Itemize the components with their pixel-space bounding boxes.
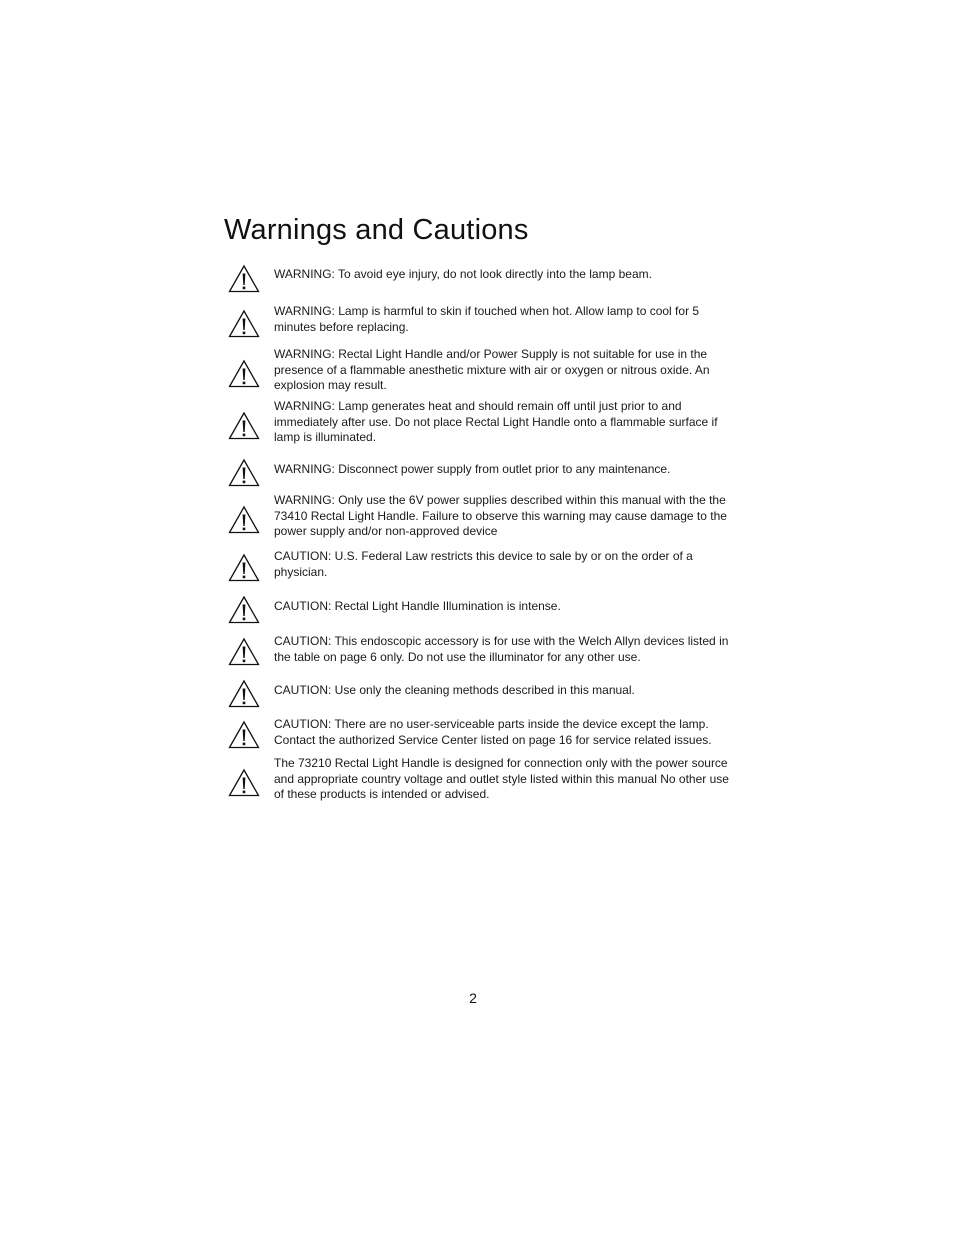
notice-text: WARNING: Lamp is harmful to skin if touched when hot. Allow lamp to cool for 5 minutes before replacing. <box>274 304 700 334</box>
notice-text: WARNING: Disconnect power supply from outlet prior to any maintenance. <box>274 462 671 476</box>
notice-text: CAUTION: U.S. Federal Law restricts this device to sale by or on the order of a physician. <box>274 549 693 579</box>
notice-text: WARNING: Only use the 6V power supplies described within this manual with the the 73410 Rectal Light Handle. Failure to observe this warning may cause damage to the power supply and/or non-approved device <box>274 493 727 539</box>
page-number: 2 <box>469 990 477 1006</box>
warning-triangle-icon <box>228 637 260 666</box>
warning-triangle-icon <box>228 595 260 624</box>
warning-triangle-icon <box>228 679 260 708</box>
notice-text: CAUTION: Use only the cleaning methods described in this manual. <box>274 683 635 697</box>
warning-triangle-icon <box>228 553 260 582</box>
warning-triangle-icon <box>228 768 260 797</box>
page-title: Warnings and Cautions <box>224 214 529 246</box>
warning-triangle-icon <box>228 359 260 388</box>
notice-text: The 73210 Rectal Light Handle is designed for connection only with the power source and appropriate country voltage and outlet style listed within this manual No other use of these products is intended or advised. <box>274 756 729 802</box>
notice-text: WARNING: Lamp generates heat and should remain off until just prior to and immediately after use. Do not place Rectal Light Handle onto a flammable surface if lamp is illuminated. <box>274 399 718 445</box>
notice-text: WARNING: Rectal Light Handle and/or Power Supply is not suitable for use in the presence of a flammable anesthetic mixture with air or oxygen or nitrous oxide. An explosion may result. <box>274 347 710 393</box>
notice-text: WARNING: To avoid eye injury, do not look directly into the lamp beam. <box>274 267 652 281</box>
notice-text: CAUTION: There are no user-serviceable parts inside the device except the lamp. Contact the authorized Service Center listed on page 16 for service related issues. <box>274 717 712 747</box>
notice-text: CAUTION: This endoscopic accessory is for use with the Welch Allyn devices listed in the table on page 6 only. Do not use the illuminator for any other use. <box>274 634 729 664</box>
warning-triangle-icon <box>228 458 260 487</box>
warning-triangle-icon <box>228 309 260 338</box>
warning-triangle-icon <box>228 505 260 534</box>
warning-triangle-icon <box>228 720 260 749</box>
warning-triangle-icon <box>228 264 260 293</box>
warning-triangle-icon <box>228 411 260 440</box>
notice-text: CAUTION: Rectal Light Handle Illumination is intense. <box>274 599 561 613</box>
